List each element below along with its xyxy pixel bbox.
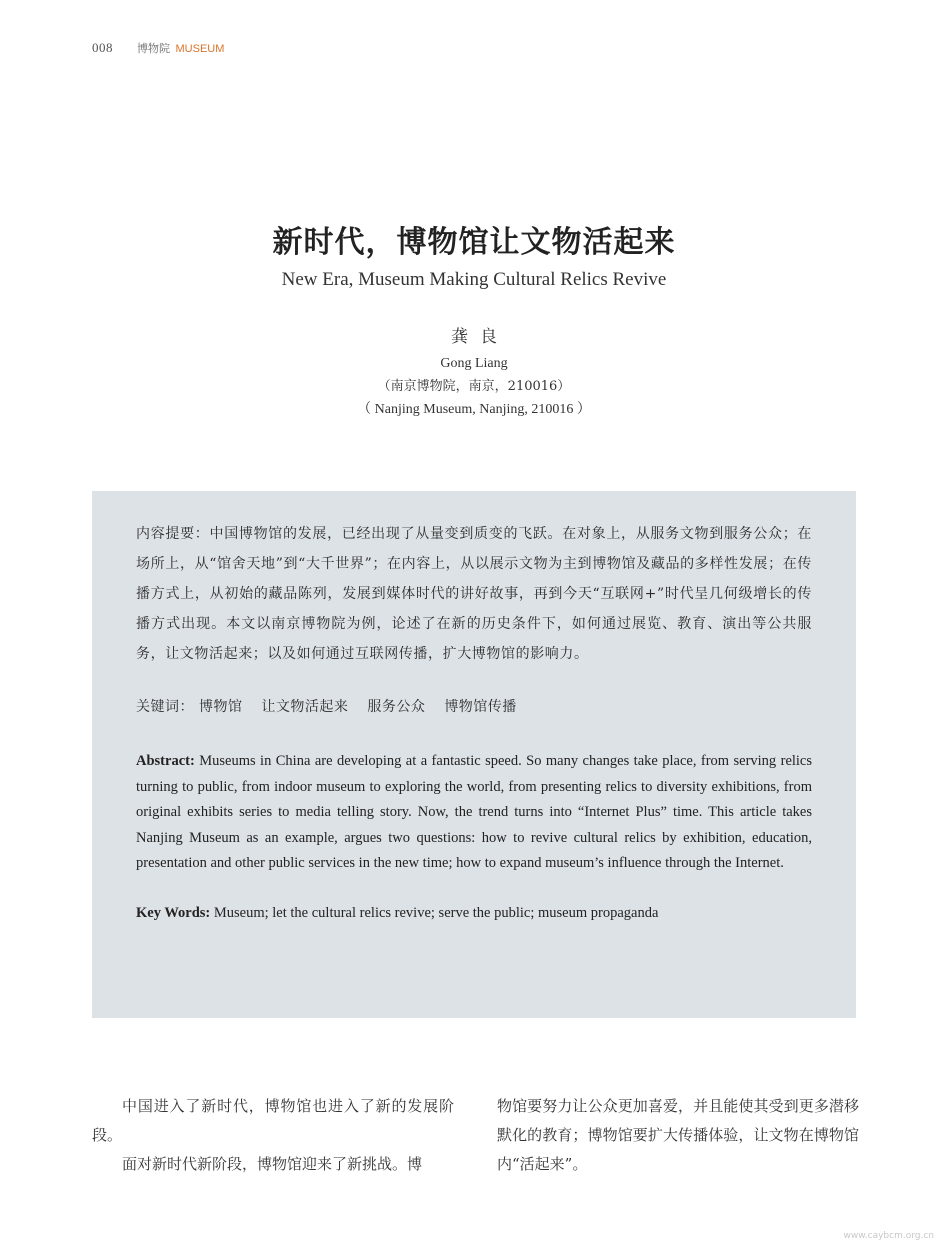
keyword-zh: 博物馆 <box>198 699 243 715</box>
abstract-zh-text: 中国博物馆的发展，已经出现了从量变到质变的飞跃。在对象上，从服务文物到服务公众；在场所上，从“馆舍天地”到“大千世界”；在内容上，从以展示文物为主到博物馆及藏品的多样性发展；在传播方式上，从初始的藏品陈列，发展到媒体时代的讲好故事，再到今天“互联网+”时代呈几何级增长的传播方式出现。本文以南京博物院为例，论述了在新的历史条件下，如何通过展览、教育、演出等公共服务，让文物活起来；以及如何通过互联网传播，扩大博物馆的影响力。 <box>136 526 812 662</box>
keywords-en-label: Key Words: <box>136 904 211 921</box>
body-paragraph: 中国进入了新时代，博物馆也进入了新的发展阶段。 <box>92 1097 454 1144</box>
body-paragraph: 面对新时代新阶段，博物馆迎来了新挑战。博 <box>122 1155 423 1173</box>
abstract-box <box>92 491 856 1018</box>
journal-name <box>137 40 224 56</box>
journal-name-en: MUSEUM <box>175 43 225 55</box>
watermark: www.caybcm.org.cn <box>843 1231 934 1241</box>
abstract-zh <box>136 519 812 669</box>
keywords-en <box>136 905 812 922</box>
keywords-zh-label: 关键词： <box>136 699 194 715</box>
abstract-en-label: Abstract: <box>136 753 195 769</box>
affiliation-zh: （南京博物院，南京，210016） <box>377 379 571 394</box>
body-paragraph: 物馆要努力让公众更加喜爱，并且能使其受到更多潜移默化的教育；博物馆要扩大传播体验，让文物在博物馆内“活起来”。 <box>497 1097 859 1173</box>
page-number: 008 <box>92 40 113 55</box>
journal-name-zh: 博物院 <box>137 42 170 55</box>
body-column-left <box>92 1092 454 1179</box>
article-title-zh: 新时代，博物馆让文物活起来 <box>272 225 676 260</box>
author-name-en: Gong Liang <box>440 356 508 371</box>
abstract-en-text: Museums in China are developing at a fantastic speed. So many changes take place, from serving relics turning to public, from indoor museum to exploring the world, from presenting relics to diversity exhibitions, from original exhibits series to media telling story. Now, the trend turns into “Internet Plus” time. This article takes Nanjing Museum as an example, argues two questions: how to revive cultural relics by exhibition, education, presentation and other public services in the new time; how to expand museum’s influence through the Internet. <box>136 753 813 871</box>
author-block <box>0 325 948 419</box>
abstract-zh-label: 内容提要： <box>136 526 210 542</box>
keyword-zh: 服务公众 <box>367 699 426 715</box>
keywords-zh <box>136 693 812 721</box>
keyword-zh: 让文物活起来 <box>261 699 349 715</box>
affiliation-en: （ Nanjing Museum, Nanjing, 210016 ） <box>357 402 591 417</box>
abstract-en <box>136 749 812 877</box>
body-column-right <box>497 1092 859 1179</box>
keywords-en-text: Museum; let the cultural relics revive; serve the public; museum propaganda <box>213 904 659 921</box>
keyword-zh: 博物馆传播 <box>444 699 517 715</box>
article-title-en: New Era, Museum Making Cultural Relics Revive <box>281 269 667 290</box>
page-header <box>92 40 224 56</box>
author-name-zh: 龚良 <box>451 327 509 347</box>
